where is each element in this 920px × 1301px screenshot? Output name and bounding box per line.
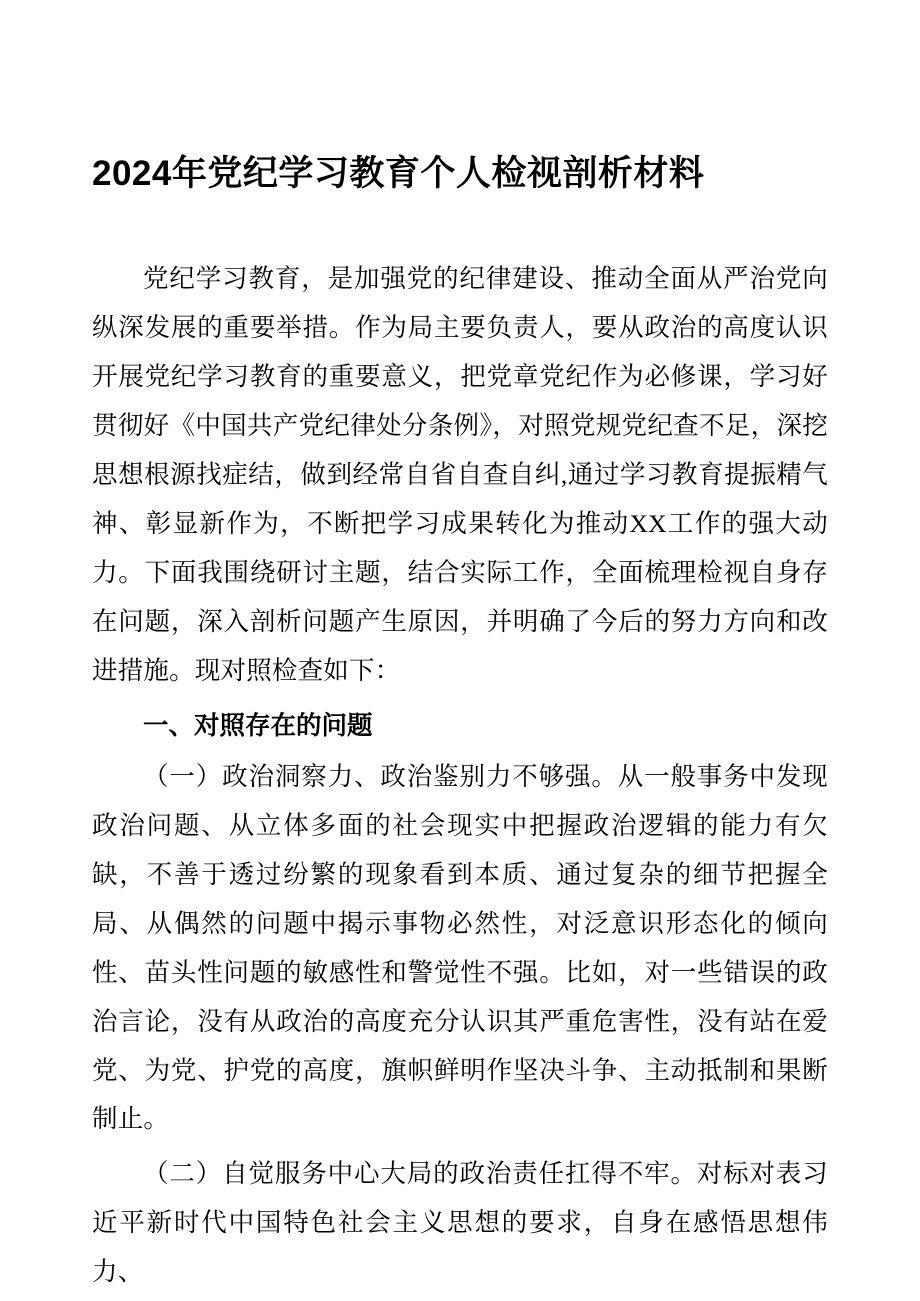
- intro-paragraph: 党纪学习教育，是加强党的纪律建设、推动全面从严治党向纵深发展的重要举措。作为局主要负责人，要从政治的高度认识开展党纪学习教育的重要意义，把党章党纪作为必修课，学习好贯彻好《中国共产党纪律处分条例》，对照党规党纪查不足，深挖思想根源找症结，做到经常自省自查自纠,通过学习教育提振精气神、彰显新作为，不断把学习成果转化为推动XX工作的强大动力。下面我围绕研讨主题，结合实际工作，全面梳理检视自身存在问题，深入剖析问题产生原因，并明确了今后的努力方向和改进措施。现对照检查如下：: [92, 264, 828, 685]
- item-two-paragraph: （二）自觉服务中心大局的政治责任扛得不牢。对标对表习近平新时代中国特色社会主义思想的要求，自身在感悟思想伟力、: [92, 1159, 828, 1287]
- section-heading-one: 一、对照存在的问题: [143, 711, 373, 740]
- page-title: 2024年党纪学习教育个人检视剖析材料: [92, 154, 705, 193]
- item-one-paragraph: （一）政治洞察力、政治鉴别力不够强。从一般事务中发现政治问题、从立体多面的社会现实中把握政治逻辑的能力有欠缺，不善于透过纷繁的现象看到本质、通过复杂的细节把握全局、从偶然的问题中揭示事物必然性，对泛意识形态化的倾向性、苗头性问题的敏感性和警觉性不强。比如，对一些错误的政治言论，没有从政治的高度充分认识其严重危害性，没有站在爱党、为党、护党的高度，旗帜鲜明作坚决斗争、主动抵制和果断制止。: [92, 761, 828, 1134]
